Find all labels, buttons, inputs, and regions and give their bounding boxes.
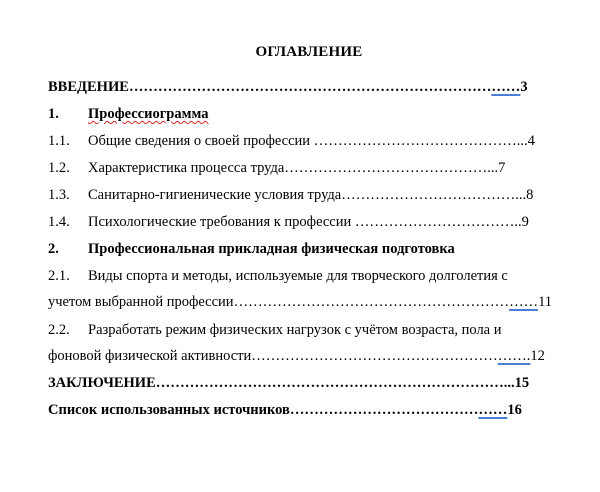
toc-leader-dots-tail: …… [509,294,539,310]
toc-leader-dots-tail: …… [491,79,521,95]
toc-entry-2-1[interactable] [48,266,570,286]
toc-entry-section-2[interactable] [48,239,570,259]
toc-leader-dots: ………………………………………………………………… [128,79,492,95]
toc-leader-dots-tail: …… [478,402,508,418]
toc-title: ОГЛАВЛЕНИЕ [255,44,363,60]
toc-entry-label: Общие сведения о своей профессии [88,133,314,149]
toc-entry-2-1-continued[interactable] [48,292,570,312]
toc-entry-label-continued: учетом выбранной профессии [48,294,234,310]
toc-leader-dots: …………………………………………… [251,348,498,364]
toc-entry-number: 1.1. [48,133,70,149]
toc-entry-1-2[interactable] [48,158,570,178]
toc-entry-number: 2.2. [48,322,70,338]
toc-page-number: 16 [507,402,522,418]
toc-entry-1-3[interactable] [48,185,570,205]
toc-page-number: 12 [530,348,545,364]
toc-entry-label: Характеристика процесса труда [88,160,285,176]
toc-leader-dots: ……………………………………... [284,160,499,176]
toc-page-number: 4 [527,133,535,149]
toc-page-number: 11 [538,294,553,310]
toc-leader-dots: ………………………………………………………………... [155,375,515,391]
toc-entry-label-continued: фоновой физической активности [48,348,252,364]
toc-entry-number: 1.2. [48,160,70,176]
toc-leader-dots: ………………………………………………… [233,294,510,310]
toc-page-number: 3 [520,79,528,95]
toc-entry-number: 1. [48,106,59,122]
toc-page-number: 15 [514,375,530,391]
toc-entry-2-2[interactable] [48,320,570,340]
toc-leader-dots: ………………………………… [289,402,479,418]
toc-leader-dots: ………………………………... [341,187,527,203]
toc-leader-dots-tail: ……. [497,348,531,364]
toc-entry-section-1[interactable] [48,104,570,124]
toc-entry-number: 1.4. [48,214,70,230]
toc-entry-introduction[interactable] [48,77,570,97]
toc-entry-label: Список использованных источников [48,402,290,418]
toc-entry-number: 2. [48,241,59,257]
toc-entry-2-2-continued[interactable] [48,346,570,366]
toc-entry-label: Санитарно-гигиенические условия труда [88,187,342,203]
toc-entry-label: Разработать режим физических нагрузок с учётом возраста, пола и [88,322,502,338]
toc-entry-number: 1.3. [48,187,70,203]
toc-page-number: 8 [526,187,534,203]
toc-entry-references[interactable] [48,400,570,420]
toc-entry-number: 2.1. [48,268,70,284]
toc-entry-label: Виды спорта и методы, используемые для творческого долголетия с [88,268,508,284]
toc-entry-label: Профессиограмма [88,106,209,122]
toc-page-number: 7 [498,160,506,176]
toc-entry-label: Профессиональная прикладная физическая подготовка [88,241,455,257]
toc-entry-conclusion[interactable] [48,373,570,393]
toc-page-number: 9 [521,214,529,230]
toc-entry-label: Психологические требования к профессии [88,214,355,230]
toc-leader-dots: …………………………….. [354,214,522,230]
toc-leader-dots: ……………………………………... [313,133,528,149]
toc-entry-1-1[interactable] [48,131,570,151]
toc-entry-label: ВВЕДЕНИЕ [48,79,129,95]
toc-entry-label: ЗАКЛЮЧЕНИЕ [48,375,156,391]
toc-entry-1-4[interactable] [48,212,570,232]
